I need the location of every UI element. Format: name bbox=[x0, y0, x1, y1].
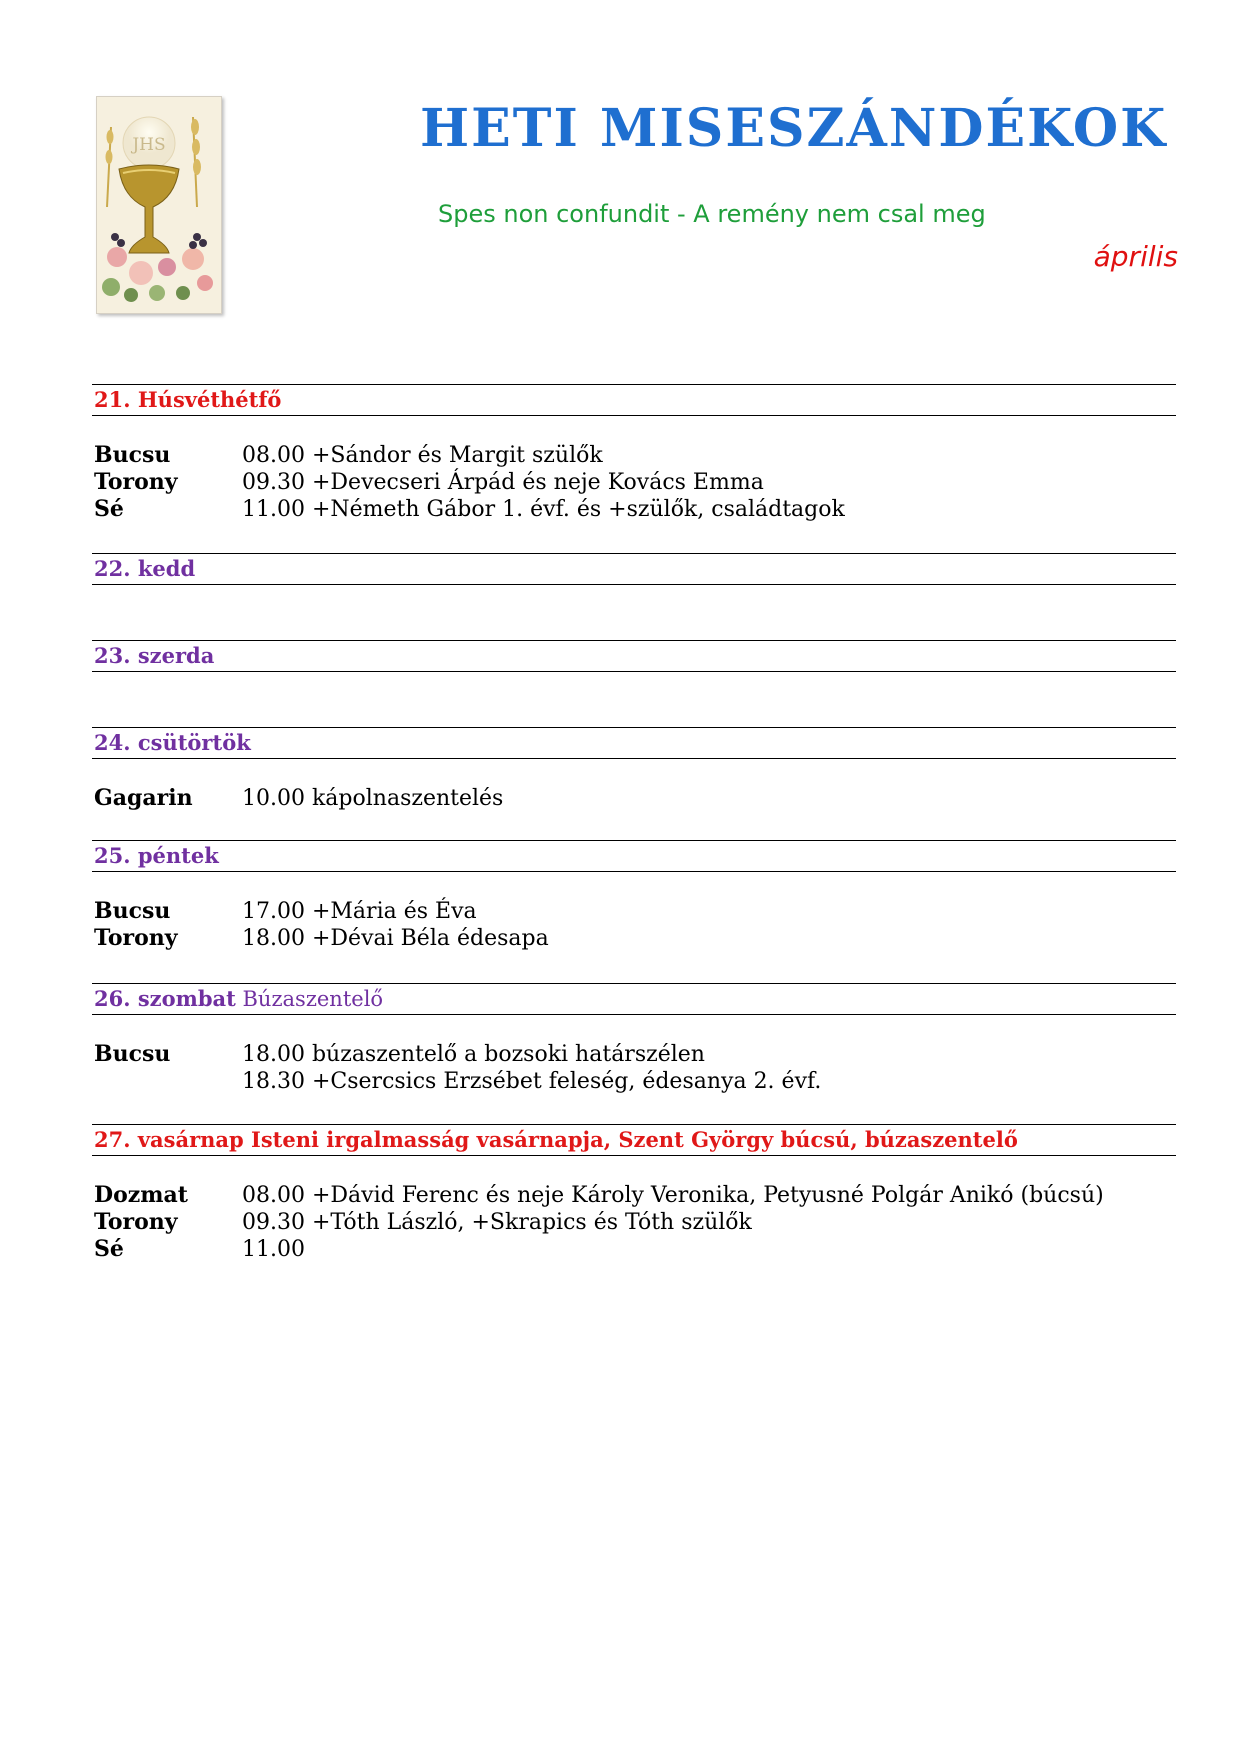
day-feast-note: Búzaszentelő bbox=[242, 987, 384, 1011]
day-title: 23. szerda bbox=[94, 643, 215, 668]
mass-entry bbox=[92, 1236, 1176, 1263]
mass-entry bbox=[92, 925, 1176, 952]
day-header bbox=[92, 384, 1176, 416]
day-section bbox=[92, 640, 1176, 672]
location-name bbox=[92, 1068, 242, 1095]
mass-intention: 10.00 kápolnaszentelés bbox=[242, 786, 504, 811]
day-section bbox=[92, 983, 1176, 1095]
mass-intention: 08.00 +Sándor és Margit szülők bbox=[242, 443, 603, 468]
location-name: Sé bbox=[94, 1236, 124, 1262]
mass-intention: 11.00 +Németh Gábor 1. évf. és +szülők, családtagok bbox=[242, 497, 845, 522]
location-name: Bucsu bbox=[94, 898, 171, 924]
mass-intention: 11.00 bbox=[242, 1237, 305, 1262]
mass-list bbox=[92, 442, 1176, 523]
motto-subtitle: Spes non confundit - A remény nem csal meg bbox=[438, 200, 986, 228]
mass-entry bbox=[92, 442, 1176, 469]
location-name: Dozmat bbox=[94, 1182, 188, 1208]
day-header bbox=[92, 983, 1176, 1015]
day-section bbox=[92, 840, 1176, 952]
location-name: Torony bbox=[94, 1209, 178, 1235]
page-title: HETI MISESZÁNDÉKOK bbox=[420, 98, 1168, 159]
location-name: Torony bbox=[94, 469, 178, 495]
location-name: Bucsu bbox=[94, 1041, 171, 1067]
mass-intention: 17.00 +Mária és Éva bbox=[242, 899, 477, 924]
mass-entry bbox=[92, 1041, 1176, 1068]
mass-intention: 18.30 +Csercsics Erzsébet feleség, édesanya 2. évf. bbox=[242, 1069, 822, 1094]
mass-entry bbox=[92, 1209, 1176, 1236]
day-header bbox=[92, 840, 1176, 872]
mass-intention: 18.00 búzaszentelő a bozsoki határszélen bbox=[242, 1042, 705, 1067]
mass-entry bbox=[92, 469, 1176, 496]
day-title: 22. kedd bbox=[94, 556, 196, 581]
day-title: 24. csütörtök bbox=[94, 730, 251, 755]
day-section bbox=[92, 384, 1176, 523]
mass-entry bbox=[92, 898, 1176, 925]
day-title: 21. Húsvéthétfő bbox=[94, 387, 282, 412]
day-title: 25. péntek bbox=[94, 843, 219, 868]
mass-entry bbox=[92, 1068, 1176, 1095]
day-title: 27. vasárnap Isteni irgalmasság vasárnapja, Szent György búcsú, búzaszentelő bbox=[94, 1127, 1018, 1152]
mass-intention: 18.00 +Dévai Béla édesapa bbox=[242, 926, 549, 951]
day-header bbox=[92, 553, 1176, 585]
day-title: 26. szombat bbox=[94, 986, 236, 1011]
mass-list bbox=[92, 1041, 1176, 1095]
day-header bbox=[92, 640, 1176, 672]
month-label: április bbox=[1093, 240, 1178, 273]
day-header bbox=[92, 1124, 1176, 1156]
mass-entry bbox=[92, 785, 1176, 812]
day-header bbox=[92, 727, 1176, 759]
mass-intention: 08.00 +Dávid Ferenc és neje Károly Veronika, Petyusné Polgár Anikó (búcsú) bbox=[242, 1183, 1104, 1208]
jhs-monogram: JHS bbox=[132, 135, 166, 155]
day-section bbox=[92, 727, 1176, 812]
location-name: Gagarin bbox=[94, 785, 193, 811]
mass-list bbox=[92, 1182, 1176, 1263]
day-section bbox=[92, 1124, 1176, 1263]
location-name: Torony bbox=[94, 925, 178, 951]
location-name: Bucsu bbox=[94, 442, 171, 468]
mass-list bbox=[92, 785, 1176, 812]
mass-intention: 09.30 +Tóth László, +Skrapics és Tóth szülők bbox=[242, 1210, 752, 1235]
mass-entry bbox=[92, 496, 1176, 523]
mass-list bbox=[92, 898, 1176, 952]
chalice-holy-card-image bbox=[96, 96, 222, 314]
mass-entry bbox=[92, 1182, 1176, 1209]
day-section bbox=[92, 553, 1176, 585]
location-name: Sé bbox=[94, 496, 124, 522]
mass-intention: 09.30 +Devecseri Árpád és neje Kovács Emma bbox=[242, 470, 764, 495]
